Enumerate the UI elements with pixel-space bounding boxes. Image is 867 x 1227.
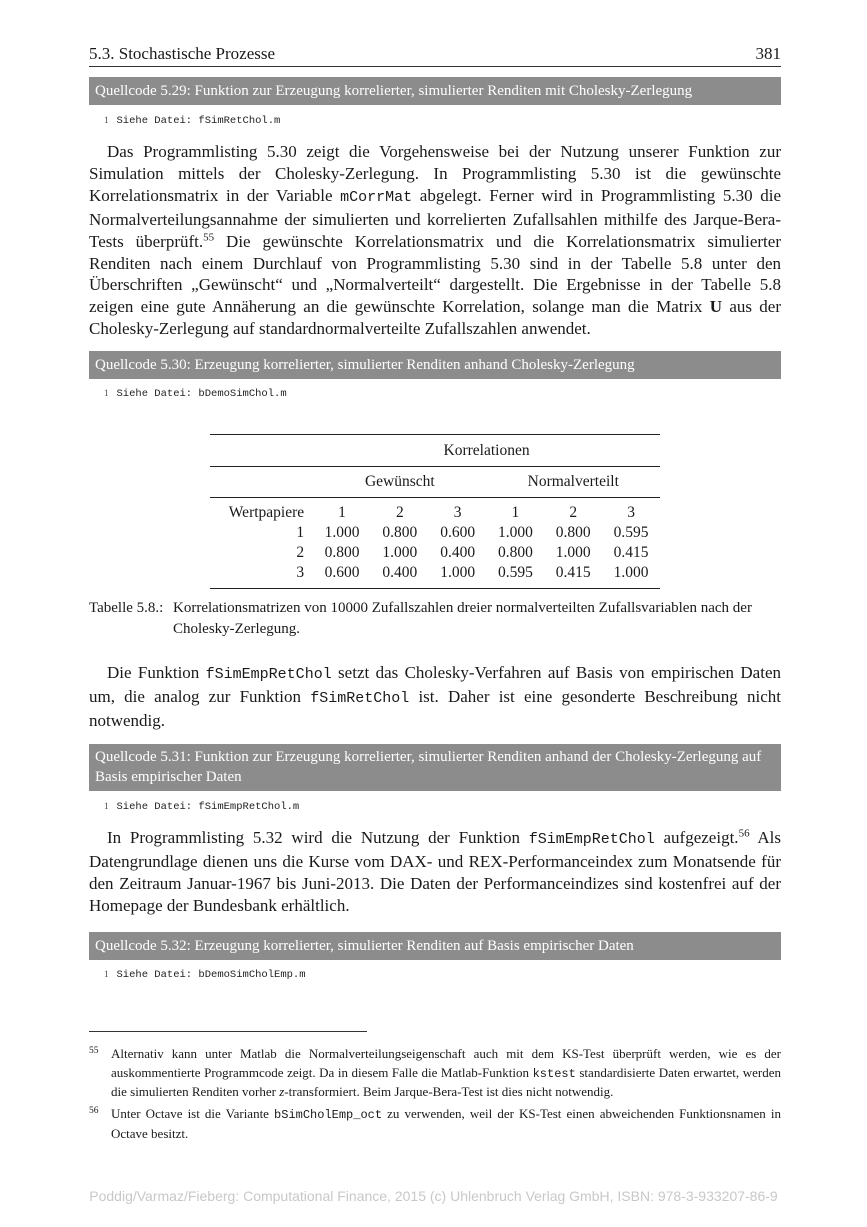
table-cell: 0.595 [497,564,533,581]
footnote-number: 56 [89,1106,99,1116]
table-row [210,563,660,589]
table-cell: 0.600 [324,564,360,581]
text-run: Das Programmlisting 5.30 zeigt die Vorgehensweise bei der Nutzung unserer Funktion zur Simulation mittels der Cholesky-Zerlegung. In Programmlisting 5.30 ist die gewünschte Korrelationsmatrix in der Variable [89,142,781,205]
table-cell: 0.415 [555,564,591,581]
listing-caption-5-30: Quellcode 5.30: Erzeugung korrelierter, simulierter Renditen anhand Cholesky-Zerlegung [89,351,781,379]
footnote-ref-55[interactable]: 55 [203,230,215,243]
table-row [210,523,660,543]
italic-variable: z [279,1084,285,1099]
text-run: Die gewünschte Korrelationsmatrix und die Korrelationsmatrix simulierter Renditen nach einem Durchlauf von Programmlisting 5.30 sind in der Tabelle 5.8 unter den Überschriften „Gewünscht“ und „Normalverteilt“ dargestellt. Die Ergebnisse in der Tabelle 5.8 zeigen eine gute Annäherung an die gewünschte Korrelation, solange man die Matrix [89,231,781,317]
footnote-55 [89,1045,781,1103]
table-cell: 1.000 [382,544,418,561]
line-number: 1 [104,801,109,811]
correlation-table [210,434,660,589]
listing-code-5-30 [104,388,287,400]
body-paragraph-1 [89,141,781,340]
table-super-header: Korrelationen [443,442,530,459]
footnote-text [111,1045,781,1102]
table-caption [89,598,781,642]
footnote-56 [89,1105,781,1145]
column-header: 3 [627,504,635,521]
body-paragraph-2 [89,662,781,732]
table-cell: 1.000 [613,564,649,581]
column-header: 2 [395,504,404,521]
text-run: ist. Daher ist eine gesonderte Beschreibung nicht notwendig. [89,686,781,730]
code-text: Siehe Datei: fSimEmpRetChol.m [116,801,300,813]
text-run: abgelegt. Ferner wird in Programmlisting 5.30 die Normalverteilungsannahme der simulierten und korrelierten Zufallsahlen mithilfe des Jarque-Bera-Tests überprüft. [89,185,781,251]
footnote-ref-56[interactable]: 56 [738,827,750,840]
inline-code: fSimEmpRetChol [528,831,655,848]
line-number: 1 [104,115,109,125]
text-run: standardisierte Daten erwartet, werden die simulierten Renditen vorher [111,1064,781,1099]
table-cell: 0.595 [613,524,649,541]
table-cell: 1.000 [440,564,476,581]
table-cell: 1.000 [497,524,533,541]
code-text: Siehe Datei: bDemoSimCholEmp.m [116,969,306,981]
code-text: Siehe Datei: bDemoSimChol.m [116,388,287,400]
column-header: 3 [453,504,462,521]
listing-caption-5-29: Quellcode 5.29: Funktion zur Erzeugung korrelierter, simulierter Renditen mit Cholesky-Zerlegung [89,77,781,105]
text-run: setzt das Cholesky-Verfahren auf Basis von empirischen Daten um, die analog zur Funktion [89,663,781,706]
table-cell: 0.400 [440,544,476,561]
group-header-gewuenscht: Gewünscht [364,473,435,490]
inline-code: bSimCholEmp_oct [274,1108,383,1122]
row-label-header: Wertpapiere [228,504,305,521]
copyright-footer: Poddig/Varmaz/Fieberg: Computational Finance, 2015 (c) Uhlenbruch Verlag GmbH, ISBN: 978-3-933207-86-9 [89,1188,778,1204]
table-cell: 0.800 [324,544,360,561]
text-run: In Programmlisting 5.32 wird die Nutzung der Funktion [107,828,529,847]
section-title: 5.3. Stochastische Prozesse [89,44,276,63]
text-run: zu verwenden, weil der KS-Test einen abweichenden Funktionsnamen in Octave besitzt. [111,1106,781,1141]
text-run: Die Funktion [107,663,206,682]
row-label: 3 [296,564,305,581]
text-run: Alternativ kann unter Matlab die Normalverteilungseigenschaft auch mit dem KS-Test überprüft werden, wie es der auskommentierte Programmcode zeigt. Da in diesem Falle die Matlab-Funktion [111,1046,781,1080]
footnote-number: 55 [89,1046,99,1056]
footnote-divider [89,1031,367,1032]
row-label: 1 [296,524,305,541]
listing-caption-5-31: Quellcode 5.31: Funktion zur Erzeugung korrelierter, simulierter Renditen anhand der Cholesky-Zerlegung auf Basis empirischer Daten [89,744,781,791]
body-paragraph-3 [89,827,781,917]
inline-code: mCorrMat [340,188,413,206]
listing-code-5-32 [104,969,306,981]
text-run: aufgezeigt. [654,828,739,847]
footnote-text [111,1105,781,1143]
line-number: 1 [104,388,109,398]
inline-code: fSimEmpRetChol [205,666,332,683]
table-cell: 0.600 [440,524,476,541]
table-caption-label: Tabelle 5.8.: [89,600,164,616]
listing-code-5-31 [104,801,299,813]
line-number: 1 [104,969,109,979]
listing-caption-5-32: Quellcode 5.32: Erzeugung korrelierter, simulierter Renditen auf Basis empirischer Daten [89,932,781,960]
table-cell: 0.800 [555,524,591,541]
table-cell: 0.400 [382,564,418,581]
text-run: -transformiert. Beim Jarque-Bera-Test ist dies nicht notwendig. [284,1084,614,1099]
code-text: Siehe Datei: fSimRetChol.m [116,115,281,127]
text-run: Unter Octave ist die Variante [111,1106,275,1121]
column-header: 1 [338,504,346,521]
table-caption-text: Korrelationsmatrizen von 10000 Zufallszahlen dreier normalverteilten Zufallsvariablen nach der Cholesky-Zerlegung. [173,600,752,637]
inline-code: kstest [532,1066,576,1081]
row-label: 2 [296,544,305,561]
table-cell: 0.800 [497,544,533,561]
table-cell: 0.415 [613,544,649,561]
column-header: 1 [511,504,520,521]
running-head [89,44,781,67]
text-run: Als Datengrundlage dienen uns die Kurse vom DAX- und REX-Performanceindex zum Monatsende für den Zeitraum Januar-1967 bis Juni-2013. Die Daten der Performanceindizes sind kostenfrei auf der Homepage der Bundesbank erhältlich. [89,828,781,915]
table-cell: 0.800 [382,524,418,541]
text-run: aus der Cholesky-Zerlegung auf standardnormalverteilte Zufallszahlen anwendet. [89,297,781,339]
table-row [210,543,660,563]
column-header: 2 [569,504,578,521]
page-number: 381 [755,44,781,63]
bold-matrix-symbol: U [709,297,722,317]
table-cell: 1.000 [555,544,591,561]
table-cell: 1.000 [324,524,360,541]
inline-code: fSimRetChol [310,689,410,707]
group-header-normalverteilt: Normalverteilt [527,473,619,490]
listing-code-5-29 [104,115,280,127]
